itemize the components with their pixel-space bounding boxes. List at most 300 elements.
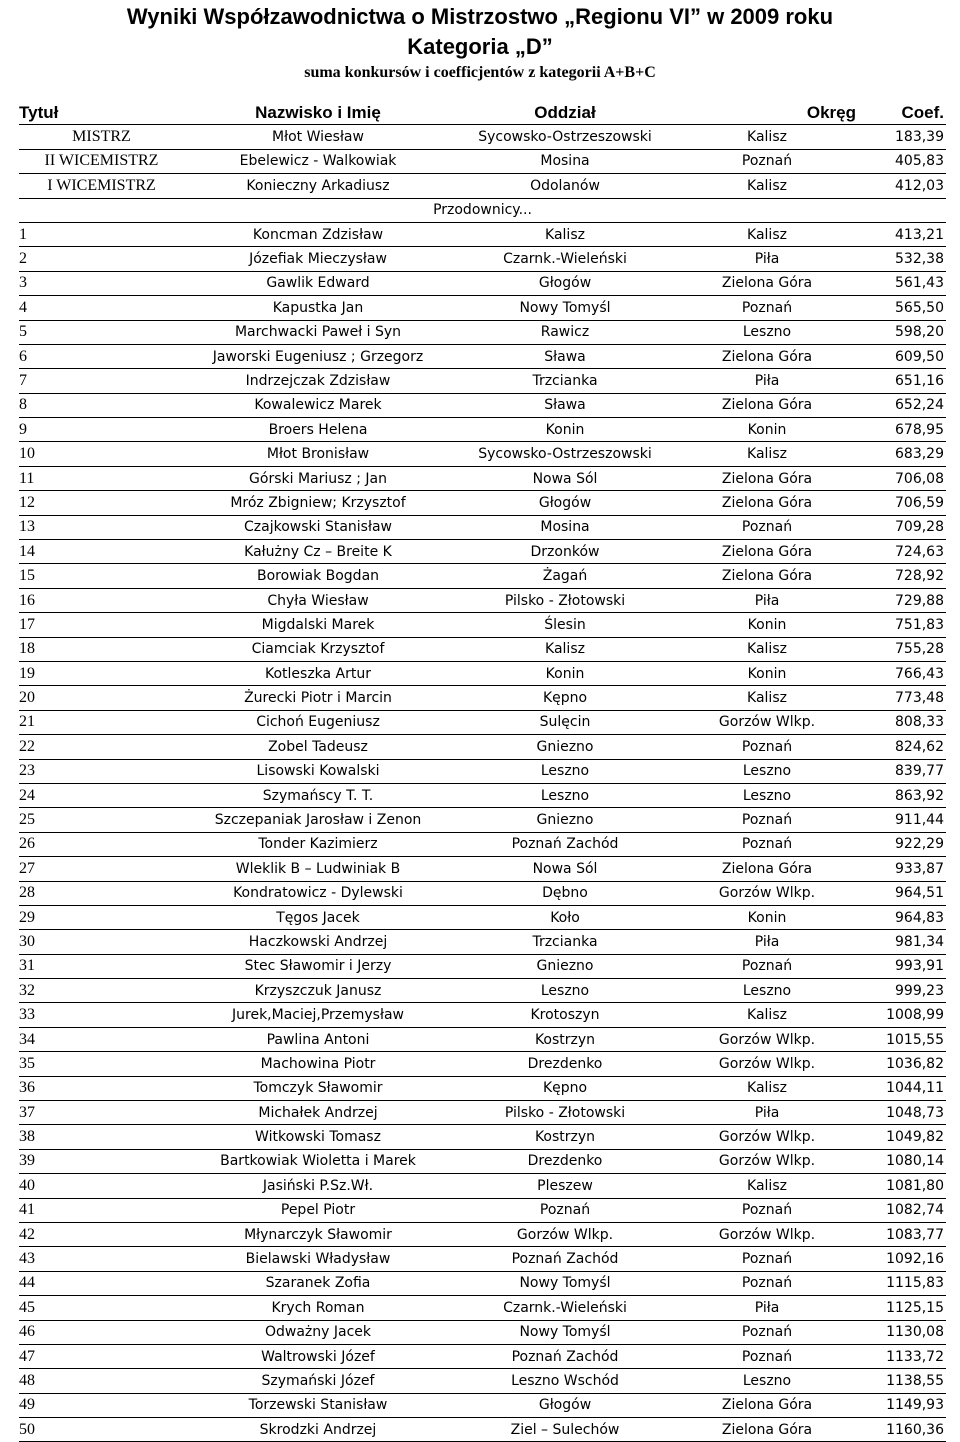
cell-rank: 33	[19, 1003, 184, 1027]
cell-branch: Poznań Zachód	[452, 1344, 678, 1368]
cell-rank: 25	[19, 808, 184, 832]
cell-name: Ebelewicz - Walkowiak	[184, 149, 452, 173]
cell-branch: Sycowsko-Ostrzeszowski	[452, 125, 678, 149]
cell-name: Młynarczyk Sławomir	[184, 1222, 452, 1246]
cell-rank: 26	[19, 832, 184, 856]
cell-name: Skrodzki Andrzej	[184, 1418, 452, 1442]
category-title: Kategoria „D”	[407, 34, 553, 59]
champion-row	[19, 174, 946, 198]
cell-branch: Kępno	[452, 686, 678, 710]
cell-rank: 21	[19, 710, 184, 734]
table-row	[19, 905, 946, 929]
cell-district: Poznań	[678, 735, 856, 759]
cell-rank: 37	[19, 1101, 184, 1125]
cell-coef: 981,34	[856, 930, 946, 954]
cell-name: Kotleszka Artur	[184, 661, 452, 685]
cell-branch: Sulęcin	[452, 710, 678, 734]
cell-coef: 766,43	[856, 661, 946, 685]
table-row	[19, 1247, 946, 1271]
cell-name: Tomczyk Sławomir	[184, 1076, 452, 1100]
cell-name: Jaworski Eugeniusz ; Grzegorz	[184, 344, 452, 368]
cell-branch: Drezdenko	[452, 1149, 678, 1173]
cell-district: Poznań	[678, 832, 856, 856]
cell-branch: Pilsko - Złotowski	[452, 1101, 678, 1125]
cell-branch: Ziel – Sulechów	[452, 1418, 678, 1442]
cell-district: Konin	[678, 613, 856, 637]
cell-district: Zielona Góra	[678, 1418, 856, 1442]
cell-coef: 964,51	[856, 881, 946, 905]
table-row	[19, 759, 946, 783]
cell-branch: Głogów	[452, 1393, 678, 1417]
cell-name: Stec Sławomir i Jerzy	[184, 954, 452, 978]
cell-district: Gorzów Wlkp.	[678, 1125, 856, 1149]
cell-district: Konin	[678, 905, 856, 929]
cell-rank: 36	[19, 1076, 184, 1100]
cell-coef: 1049,82	[856, 1125, 946, 1149]
cell-name: Zobel Tadeusz	[184, 735, 452, 759]
cell-name: Konieczny Arkadiusz	[184, 174, 452, 198]
cell-branch: Kalisz	[452, 222, 678, 246]
cell-rank: 45	[19, 1296, 184, 1320]
cell-name: Cichoń Eugeniusz	[184, 710, 452, 734]
cell-rank: 6	[19, 344, 184, 368]
cell-branch: Sława	[452, 344, 678, 368]
cell-rank: 8	[19, 393, 184, 417]
cell-name: Michałek Andrzej	[184, 1101, 452, 1125]
cell-branch: Konin	[452, 418, 678, 442]
results-table	[19, 101, 946, 1442]
cell-branch: Dębno	[452, 881, 678, 905]
cell-rank: 2	[19, 247, 184, 271]
cell-branch: Pleszew	[452, 1174, 678, 1198]
cell-name: Chyła Wiesław	[184, 588, 452, 612]
cell-rank: 5	[19, 320, 184, 344]
cell-rank: 30	[19, 930, 184, 954]
cell-district: Piła	[678, 369, 856, 393]
cell-district: Poznań	[678, 1271, 856, 1295]
cell-name: Koncman Zdzisław	[184, 222, 452, 246]
cell-coef: 1048,73	[856, 1101, 946, 1125]
table-row	[19, 881, 946, 905]
cell-name: Józefiak Mieczysław	[184, 247, 452, 271]
cell-branch: Drzonków	[452, 540, 678, 564]
cell-rank: 3	[19, 271, 184, 295]
table-row	[19, 857, 946, 881]
cell-coef: 1015,55	[856, 1027, 946, 1051]
table-row	[19, 783, 946, 807]
cell-coef: 999,23	[856, 979, 946, 1003]
cell-district: Konin	[678, 661, 856, 685]
cell-coef: 706,59	[856, 491, 946, 515]
page-title: Wyniki Współzawodnictwa o Mistrzostwo „Regionu VI” w 2009 roku	[126, 4, 834, 29]
cell-rank: 44	[19, 1271, 184, 1295]
cell-rank: 12	[19, 491, 184, 515]
cell-rank: 9	[19, 418, 184, 442]
cell-name: Waltrowski Józef	[184, 1344, 452, 1368]
table-row	[19, 418, 946, 442]
table-row	[19, 1369, 946, 1393]
cell-branch: Nowa Sól	[452, 857, 678, 881]
table-row	[19, 296, 946, 320]
cell-coef: 911,44	[856, 808, 946, 832]
cell-coef: 1149,93	[856, 1393, 946, 1417]
cell-coef: 863,92	[856, 783, 946, 807]
table-row	[19, 979, 946, 1003]
cell-name: Czajkowski Stanisław	[184, 515, 452, 539]
cell-branch: Czarnk.-Wieleński	[452, 1296, 678, 1320]
cell-coef: 1130,08	[856, 1320, 946, 1344]
table-row	[19, 1076, 946, 1100]
cell-coef: 683,29	[856, 442, 946, 466]
cell-district: Leszno	[678, 320, 856, 344]
cell-branch: Kostrzyn	[452, 1027, 678, 1051]
cell-rank: 27	[19, 857, 184, 881]
cell-branch: Drezdenko	[452, 1052, 678, 1076]
cell-district: Piła	[678, 588, 856, 612]
column-header-title: Tytuł	[19, 101, 184, 125]
cell-district: Kalisz	[678, 637, 856, 661]
cell-rank: 46	[19, 1320, 184, 1344]
cell-district: Zielona Góra	[678, 466, 856, 490]
cell-coef: 1082,74	[856, 1198, 946, 1222]
cell-rank: 43	[19, 1247, 184, 1271]
cell-branch: Trzcianka	[452, 930, 678, 954]
cell-name: Indrzejczak Zdzisław	[184, 369, 452, 393]
header-row	[19, 101, 946, 125]
cell-branch: Leszno	[452, 759, 678, 783]
cell-branch: Sycowsko-Ostrzeszowski	[452, 442, 678, 466]
cell-rank: 34	[19, 1027, 184, 1051]
cell-rank: 29	[19, 905, 184, 929]
cell-district: Kalisz	[678, 1174, 856, 1198]
column-header-name: Nazwisko i Imię	[184, 101, 452, 125]
table-row	[19, 588, 946, 612]
cell-district: Zielona Góra	[678, 1393, 856, 1417]
cell-branch: Mosina	[452, 515, 678, 539]
cell-coef: 651,16	[856, 369, 946, 393]
table-row	[19, 1174, 946, 1198]
cell-district: Piła	[678, 1101, 856, 1125]
cell-branch: Mosina	[452, 149, 678, 173]
cell-name: Młot Wiesław	[184, 125, 452, 149]
cell-rank: 22	[19, 735, 184, 759]
section-row	[19, 198, 946, 222]
cell-rank: 31	[19, 954, 184, 978]
table-row	[19, 954, 946, 978]
cell-branch: Głogów	[452, 491, 678, 515]
table-row	[19, 271, 946, 295]
cell-coef: 808,33	[856, 710, 946, 734]
cell-branch: Krotoszyn	[452, 1003, 678, 1027]
cell-district: Kalisz	[678, 1076, 856, 1100]
cell-name: Młot Bronisław	[184, 442, 452, 466]
cell-name: Szaranek Zofia	[184, 1271, 452, 1295]
cell-district: Poznań	[678, 149, 856, 173]
cell-district: Gorzów Wlkp.	[678, 1052, 856, 1076]
cell-coef: 729,88	[856, 588, 946, 612]
page-subtitle: suma konkursów i coefficjentów z kategorii A+B+C	[304, 64, 656, 81]
cell-branch: Kostrzyn	[452, 1125, 678, 1149]
table-row	[19, 564, 946, 588]
cell-branch: Poznań Zachód	[452, 1247, 678, 1271]
cell-district: Kalisz	[678, 1003, 856, 1027]
cell-district: Kalisz	[678, 442, 856, 466]
table-row	[19, 930, 946, 954]
table-row	[19, 1003, 946, 1027]
cell-name: Kowalewicz Marek	[184, 393, 452, 417]
cell-name: Jasiński P.Sz.Wł.	[184, 1174, 452, 1198]
cell-rank: 4	[19, 296, 184, 320]
table-row	[19, 1320, 946, 1344]
cell-branch: Rawicz	[452, 320, 678, 344]
table-row	[19, 1344, 946, 1368]
cell-coef: 1115,83	[856, 1271, 946, 1295]
cell-branch: Poznań	[452, 1198, 678, 1222]
cell-coef: 824,62	[856, 735, 946, 759]
cell-coef: 565,50	[856, 296, 946, 320]
table-row	[19, 442, 946, 466]
cell-name: Ciamciak Krzysztof	[184, 637, 452, 661]
cell-district: Kalisz	[678, 222, 856, 246]
table-row	[19, 832, 946, 856]
cell-coef: 532,38	[856, 247, 946, 271]
cell-name: Bielawski Władysław	[184, 1247, 452, 1271]
table-row	[19, 1052, 946, 1076]
cell-branch: Sława	[452, 393, 678, 417]
cell-coef: 1080,14	[856, 1149, 946, 1173]
table-row	[19, 540, 946, 564]
cell-coef: 413,21	[856, 222, 946, 246]
cell-coef: 1125,15	[856, 1296, 946, 1320]
cell-coef: 839,77	[856, 759, 946, 783]
table-row	[19, 1271, 946, 1295]
cell-coef: 1138,55	[856, 1369, 946, 1393]
table-row	[19, 1296, 946, 1320]
table-row	[19, 515, 946, 539]
cell-district: Gorzów Wlkp.	[678, 881, 856, 905]
cell-branch: Głogów	[452, 271, 678, 295]
cell-coef: 993,91	[856, 954, 946, 978]
cell-name: Borowiak Bogdan	[184, 564, 452, 588]
cell-name: Migdalski Marek	[184, 613, 452, 637]
cell-branch: Gniezno	[452, 954, 678, 978]
cell-branch: Leszno Wschód	[452, 1369, 678, 1393]
cell-name: Kałużny Cz – Breite K	[184, 540, 452, 564]
cell-district: Kalisz	[678, 686, 856, 710]
cell-rank: 47	[19, 1344, 184, 1368]
cell-coef: 652,24	[856, 393, 946, 417]
cell-coef: 1081,80	[856, 1174, 946, 1198]
cell-district: Piła	[678, 1296, 856, 1320]
cell-district: Poznań	[678, 296, 856, 320]
cell-rank: 17	[19, 613, 184, 637]
cell-name: Tęgos Jacek	[184, 905, 452, 929]
cell-rank: 20	[19, 686, 184, 710]
cell-coef: 1083,77	[856, 1222, 946, 1246]
cell-coef: 933,87	[856, 857, 946, 881]
cell-coef: 1008,99	[856, 1003, 946, 1027]
cell-name: Machowina Piotr	[184, 1052, 452, 1076]
table-row	[19, 1027, 946, 1051]
cell-rank: 24	[19, 783, 184, 807]
cell-coef: 412,03	[856, 174, 946, 198]
cell-name: Wleklik B – Ludwiniak B	[184, 857, 452, 881]
table-row	[19, 613, 946, 637]
cell-name: Krych Roman	[184, 1296, 452, 1320]
cell-district: Gorzów Wlkp.	[678, 1222, 856, 1246]
cell-district: Kalisz	[678, 125, 856, 149]
table-row	[19, 735, 946, 759]
cell-coef: 1092,16	[856, 1247, 946, 1271]
cell-name: Szczepaniak Jarosław i Zenon	[184, 808, 452, 832]
cell-rank: 42	[19, 1222, 184, 1246]
table-row	[19, 466, 946, 490]
cell-name: Szymańscy T. T.	[184, 783, 452, 807]
cell-rank: 18	[19, 637, 184, 661]
cell-rank: 40	[19, 1174, 184, 1198]
cell-branch: Konin	[452, 661, 678, 685]
table-row	[19, 491, 946, 515]
cell-district: Leszno	[678, 979, 856, 1003]
cell-branch: Żagań	[452, 564, 678, 588]
cell-coef: 405,83	[856, 149, 946, 173]
cell-rank: 50	[19, 1418, 184, 1442]
cell-rank: 23	[19, 759, 184, 783]
cell-coef: 1044,11	[856, 1076, 946, 1100]
table-body	[19, 125, 946, 1442]
cell-rank: 13	[19, 515, 184, 539]
cell-rank: 11	[19, 466, 184, 490]
cell-district: Zielona Góra	[678, 857, 856, 881]
cell-name: Broers Helena	[184, 418, 452, 442]
cell-name: Marchwacki Paweł i Syn	[184, 320, 452, 344]
cell-name: Krzyszczuk Janusz	[184, 979, 452, 1003]
cell-branch: Kępno	[452, 1076, 678, 1100]
cell-name: Witkowski Tomasz	[184, 1125, 452, 1149]
cell-branch: Leszno	[452, 783, 678, 807]
cell-district: Poznań	[678, 1247, 856, 1271]
cell-district: Zielona Góra	[678, 564, 856, 588]
cell-branch: Nowy Tomyśl	[452, 296, 678, 320]
cell-coef: 598,20	[856, 320, 946, 344]
cell-name: Pepel Piotr	[184, 1198, 452, 1222]
cell-branch: Ślesin	[452, 613, 678, 637]
cell-rank: 10	[19, 442, 184, 466]
cell-name: Tonder Kazimierz	[184, 832, 452, 856]
cell-coef: 709,28	[856, 515, 946, 539]
cell-district: Piła	[678, 247, 856, 271]
cell-district: Poznań	[678, 515, 856, 539]
cell-name: Żurecki Piotr i Marcin	[184, 686, 452, 710]
cell-rank: 32	[19, 979, 184, 1003]
cell-coef: 609,50	[856, 344, 946, 368]
cell-name: Górski Mariusz ; Jan	[184, 466, 452, 490]
cell-district: Kalisz	[678, 174, 856, 198]
champion-row	[19, 125, 946, 149]
table-row	[19, 686, 946, 710]
table-row	[19, 247, 946, 271]
cell-branch: Poznań Zachód	[452, 832, 678, 856]
cell-branch: Gniezno	[452, 808, 678, 832]
table-row	[19, 1101, 946, 1125]
cell-name: Torzewski Stanisław	[184, 1393, 452, 1417]
cell-name: Haczkowski Andrzej	[184, 930, 452, 954]
cell-district: Poznań	[678, 808, 856, 832]
table-row	[19, 1149, 946, 1173]
cell-branch: Koło	[452, 905, 678, 929]
cell-district: Konin	[678, 418, 856, 442]
cell-branch: Nowa Sól	[452, 466, 678, 490]
cell-rank: 38	[19, 1125, 184, 1149]
cell-district: Gorzów Wlkp.	[678, 1027, 856, 1051]
cell-coef: 724,63	[856, 540, 946, 564]
table-row	[19, 637, 946, 661]
cell-coef: 1036,82	[856, 1052, 946, 1076]
table-row	[19, 808, 946, 832]
cell-rank: 1	[19, 222, 184, 246]
table-header	[19, 101, 946, 125]
cell-district: Poznań	[678, 954, 856, 978]
cell-coef: 728,92	[856, 564, 946, 588]
cell-district: Leszno	[678, 783, 856, 807]
cell-branch: Leszno	[452, 979, 678, 1003]
cell-district: Leszno	[678, 759, 856, 783]
table-row	[19, 1418, 946, 1442]
cell-rank: 28	[19, 881, 184, 905]
cell-district: Gorzów Wlkp.	[678, 1149, 856, 1173]
cell-name: Szymański Józef	[184, 1369, 452, 1393]
champion-row	[19, 149, 946, 173]
cell-name: Bartkowiak Wioletta i Marek	[184, 1149, 452, 1173]
table-row	[19, 1198, 946, 1222]
cell-coef: 1160,36	[856, 1418, 946, 1442]
cell-name: Odważny Jacek	[184, 1320, 452, 1344]
cell-coef: 964,83	[856, 905, 946, 929]
cell-rank: 35	[19, 1052, 184, 1076]
cell-branch: Odolanów	[452, 174, 678, 198]
cell-rank: 49	[19, 1393, 184, 1417]
column-header-branch: Oddział	[452, 101, 678, 125]
cell-rank: 48	[19, 1369, 184, 1393]
column-header-coef: Coef.	[856, 101, 946, 125]
table-row	[19, 320, 946, 344]
cell-coef: 755,28	[856, 637, 946, 661]
cell-coef: 1133,72	[856, 1344, 946, 1368]
column-header-district: Okręg	[678, 101, 856, 125]
cell-branch: Trzcianka	[452, 369, 678, 393]
cell-rank: 19	[19, 661, 184, 685]
cell-coef: 751,83	[856, 613, 946, 637]
table-row	[19, 222, 946, 246]
cell-coef: 922,29	[856, 832, 946, 856]
table-row	[19, 710, 946, 734]
cell-coef: 678,95	[856, 418, 946, 442]
cell-rank: 15	[19, 564, 184, 588]
cell-name: Kondratowicz - Dylewski	[184, 881, 452, 905]
cell-rank: 41	[19, 1198, 184, 1222]
cell-coef: 561,43	[856, 271, 946, 295]
cell-name: Pawlina Antoni	[184, 1027, 452, 1051]
table-row	[19, 1393, 946, 1417]
table-row	[19, 369, 946, 393]
cell-district: Piła	[678, 930, 856, 954]
cell-coef: 773,48	[856, 686, 946, 710]
table-row	[19, 393, 946, 417]
table-row	[19, 1125, 946, 1149]
cell-coef: 706,08	[856, 466, 946, 490]
cell-rank: 14	[19, 540, 184, 564]
cell-district: Leszno	[678, 1369, 856, 1393]
